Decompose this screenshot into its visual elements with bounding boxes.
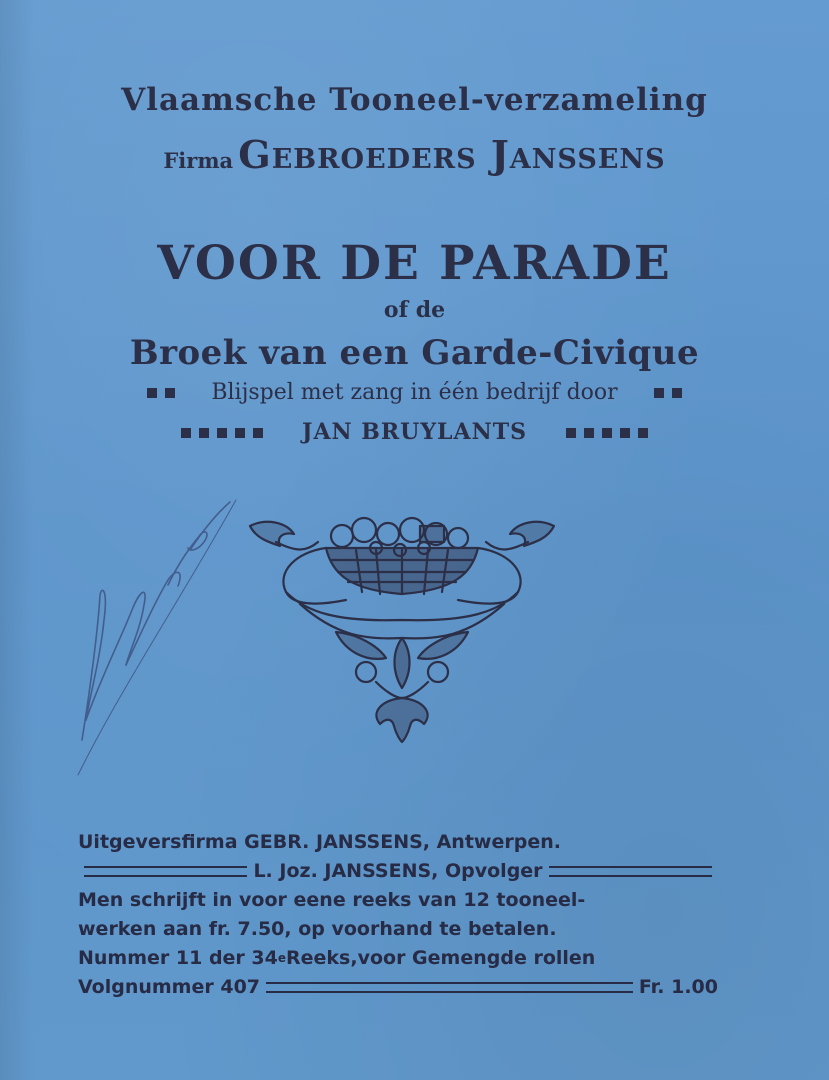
imprint-line-3 xyxy=(78,886,718,915)
play-title: VOOR DE PARADE xyxy=(157,236,672,291)
square-bullet-icon xyxy=(638,428,648,438)
imprint-price-terms: werken aan fr. 7.50, op voorhand te betalen. xyxy=(78,918,557,940)
publisher-name: Gebroeders Janssens xyxy=(238,132,666,177)
imprint-publisher: Uitgeversfirma GEBR. JANSSENS, Antwerpen. xyxy=(78,831,561,853)
author-line xyxy=(0,419,829,445)
double-rule xyxy=(549,866,712,877)
imprint-line-1 xyxy=(78,828,718,857)
firma-label: Firma xyxy=(163,148,234,173)
imprint-line-6 xyxy=(78,973,718,1002)
square-bullet-icon xyxy=(147,388,157,398)
double-rule xyxy=(84,866,247,877)
imprint-line-5 xyxy=(78,944,718,973)
square-bullet-icon xyxy=(584,428,594,438)
price: Fr. 1.00 xyxy=(638,976,718,998)
square-bullet-icon xyxy=(566,428,576,438)
imprint-number: Nummer 11 der 34 xyxy=(78,947,278,969)
fruit-basket-ornament-icon xyxy=(246,512,558,744)
series-title: Vlaamsche Tooneel-verzameling xyxy=(121,82,708,118)
square-bullet-icon xyxy=(199,428,209,438)
publisher-heading xyxy=(0,132,829,177)
square-bullet-icon xyxy=(620,428,630,438)
imprint-line-2 xyxy=(78,857,718,886)
title-connector: of de xyxy=(383,297,446,323)
imprint-subscription: Men schrijft in voor eene reeks van 12 tooneel- xyxy=(78,889,586,911)
publisher-imprint xyxy=(78,828,718,1002)
genre-line xyxy=(0,380,829,405)
imprint-superscript: e xyxy=(277,951,287,965)
genre-text: Blijspel met zang in één bedrijf door xyxy=(211,380,618,405)
imprint-line-4 xyxy=(78,915,718,944)
play-subtitle: Broek van een Garde-Civique xyxy=(129,333,700,373)
square-bullet-icon xyxy=(253,428,263,438)
imprint-successor: L. Joz. JANSSENS, Opvolger xyxy=(253,860,543,882)
serial-number: Volgnummer 407 xyxy=(78,976,261,998)
author-name: JAN BRUYLANTS xyxy=(302,419,527,445)
double-rule xyxy=(266,982,633,993)
square-bullet-icon xyxy=(654,388,664,398)
square-bullet-icon xyxy=(217,428,227,438)
square-bullet-icon xyxy=(602,428,612,438)
square-bullet-icon xyxy=(235,428,245,438)
square-bullet-icon xyxy=(165,388,175,398)
square-bullet-icon xyxy=(672,388,682,398)
square-bullet-icon xyxy=(181,428,191,438)
imprint-series-type: Reeks,voor Gemengde rollen xyxy=(286,947,596,969)
pencil-signature xyxy=(60,490,240,780)
